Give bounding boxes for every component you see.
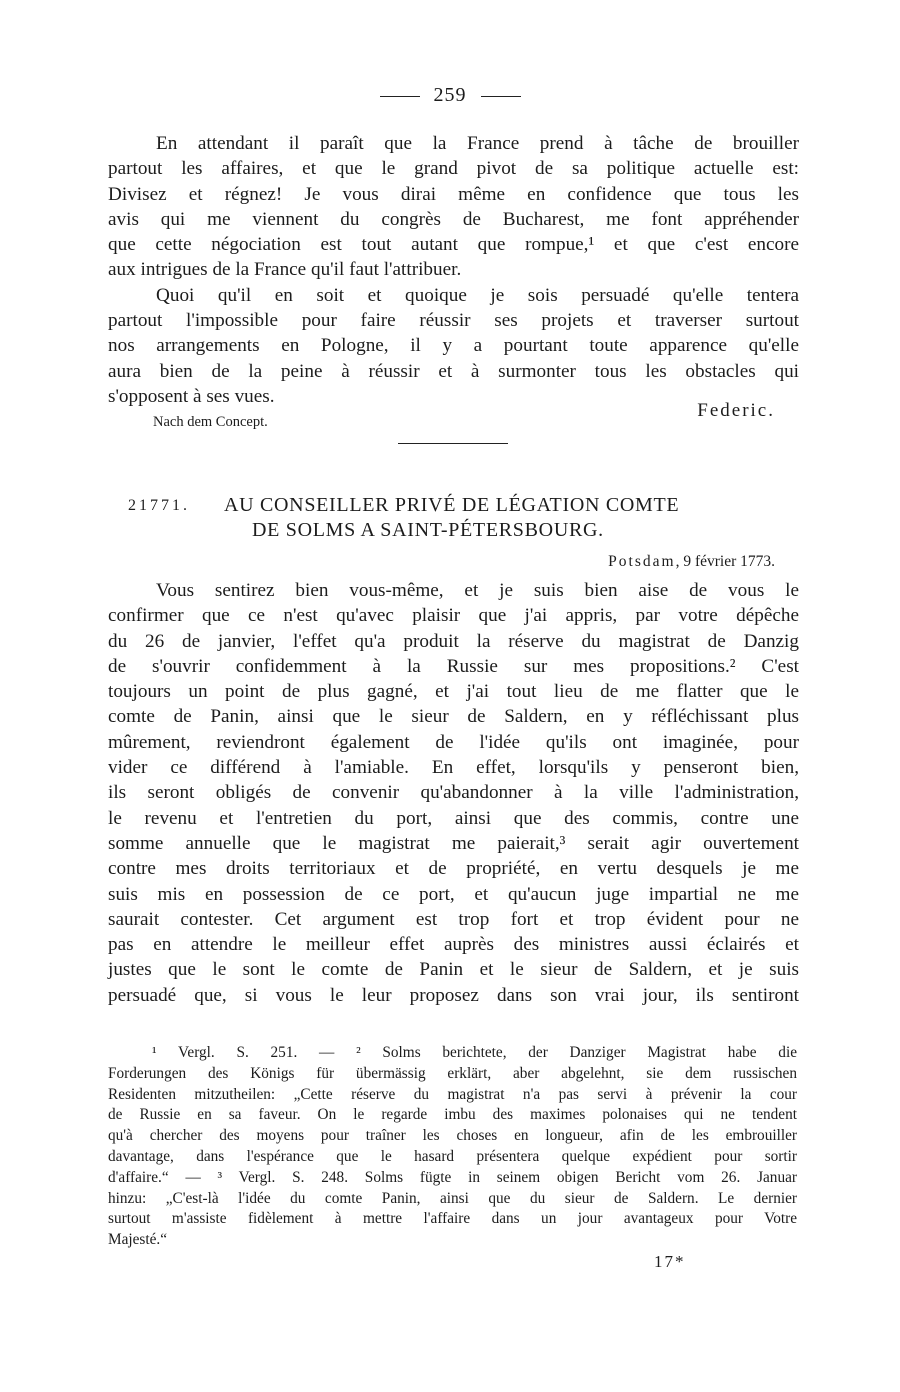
page-header [0,84,900,107]
footnote-line: ¹ Vergl. S. 251. — ² Solms berichtete, der Danziger Magistrat habe die [152,1044,797,1061]
text-line: justes que le sont le comte de Panin et le sieur de Saldern, et je suis [108,959,799,981]
text-line: de s'ouvrir confidemment à la Russie sur mes propositions.² C'est [108,655,799,677]
footnote-line: Residenten mitzutheilen: „Cette réserve du magistrat n'a pas servi à prévenir la cour [108,1085,797,1103]
text-line: somme annuelle que le magistrat me paierait,³ serait agir ouvertement [108,832,799,854]
text-line: Vous sentirez bien vous-même, et je suis bien aise de vous le [156,580,799,601]
text-line: confirmer que ce n'est qu'avec plaisir que j'ai appris, par votre dépêche [108,605,799,627]
page-number: 259 [433,84,467,106]
footnote-line: Majesté.“ [108,1231,168,1249]
text-line: En attendant il paraît que la France prend à tâche de brouiller [156,133,799,154]
text-line: contre mes droits territoriaux et de propriété, en vertu desquels je me [108,858,799,880]
text-line: le revenu et l'entretien du port, ainsi que des commis, contre une [108,807,799,829]
letter-title-line-2: DE SOLMS A SAINT-PÉTERSBOURG. [252,519,604,541]
header-dash-right [481,96,521,97]
text-line: suis mis en possession de ce port, et qu'aucun juge impartial ne me [108,883,799,905]
footnote-line: surtout m'assiste fidèlement à mettre l'affaire dans un jour avantageux pour Votre [108,1210,797,1228]
text-line: toujours un point de plus gagné, et j'ai tout lieu de me flatter que le [108,681,799,703]
section-divider [398,443,508,444]
text-line: mûrement, reviendront également de l'idée qu'ils ont imaginée, pour [108,731,799,753]
source-note: Nach dem Concept. [153,414,268,430]
text-line: aux intrigues de la France qu'il faut l'attribuer. [108,259,462,281]
footnote-line: Forderungen des Königs für übermässig erklärt, aber abgelehnt, sie dem russischen [108,1064,797,1082]
text-line: Quoi qu'il en soit et quoique je sois persuadé qu'elle tentera [156,284,799,306]
footnote-line: hinzu: „C'est-là l'idée du comte Panin, ainsi que du sieur de Saldern. Le dernier [108,1189,797,1207]
text-line: avis qui me viennent du congrès de Bucharest, me font appréhender [108,208,799,230]
footnote-line: d'affaire.“ — ³ Vergl. S. 248. Solms fügte in seinem obigen Bericht vom 26. Januar [108,1168,797,1186]
date: , 9 février 1773. [675,553,775,570]
text-line: aura bien de la peine à réussir et à surmonter tous les obstacles qui [108,360,799,382]
text-line: s'opposent à ses vues. [108,385,275,407]
dateline [608,553,775,571]
signature: Federic. [697,400,775,421]
closing-block [108,390,799,440]
sheet-signature-mark: 17* [654,1252,686,1271]
text-line: du 26 de janvier, l'effet qu'a produit la réserve du magistrat de Danzig [108,630,799,652]
text-line: que cette négociation est tout autant que rompue,¹ et que c'est encore [108,234,799,256]
text-line: nos arrangements en Pologne, il y a pourtant toute apparence qu'elle [108,335,799,357]
letter-title-line-1: AU CONSEILLER PRIVÉ DE LÉGATION COMTE [224,494,680,516]
text-line: pas en attendre le meilleur effet auprès des ministres aussi éclairés et [108,934,799,956]
text-line: Divisez et régnez! Je vous dirai même en confidence que tous les [108,183,799,205]
text-line: vider ce différend à l'amiable. En effet, lorsqu'ils y penseront bien, [108,757,799,779]
text-line: saurait contester. Cet argument est trop fort et trop évident pour ne [108,908,799,930]
date-place: Potsdam [608,553,676,570]
text-line: ils seront obligés de convenir qu'abandonner à la ville l'administration, [108,782,799,804]
footnote-line: de Russie en sa faveur. On le regarde imbu des maximes polonaises qui ne tendent [108,1106,797,1124]
continuation-text [108,131,799,409]
text-line: partout l'impossible pour faire réussir ses projets et traverser surtout [108,310,799,332]
text-line: comte de Panin, ainsi que le sieur de Saldern, en y réfléchissant plus [108,706,799,728]
header-dash-left [380,96,420,97]
footnote-line: davantage, dans l'espérance que le hasard présentera quelque expédient pour sortir [108,1147,797,1165]
footnotes [108,1043,797,1251]
text-line: partout les affaires, et que le grand pivot de sa politique actuelle est: [108,158,799,180]
text-line: persuadé que, si vous le leur proposez dans son vrai jour, ils sentiront [108,984,799,1006]
letter-body [108,578,799,1008]
footnote-line: qu'à chercher des moyens pour traîner les choses en longueur, afin de les embrouiller [108,1127,797,1145]
letter-number: 21771. [128,497,190,514]
